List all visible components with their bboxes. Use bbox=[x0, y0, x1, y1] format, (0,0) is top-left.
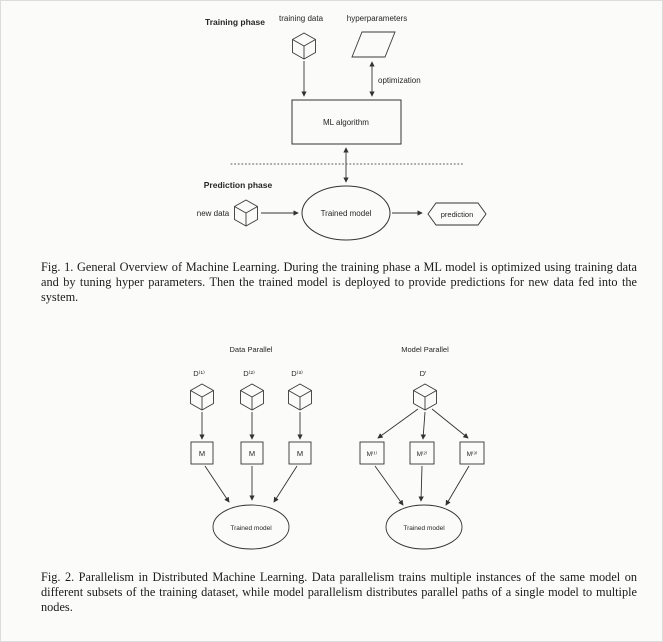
data-subset-1-cube-icon bbox=[191, 384, 214, 410]
trained-model-left-label: Trained model bbox=[230, 525, 272, 532]
model-parallel-label: Model Parallel bbox=[401, 345, 449, 354]
data-prime-label: D' bbox=[419, 369, 427, 378]
prediction-phase-label: Prediction phase bbox=[203, 180, 273, 190]
ml-algorithm-label: ML algorithm bbox=[323, 118, 369, 127]
arrow-replica1-to-trained bbox=[205, 466, 229, 502]
data-node-2-label: D⁽²⁾ bbox=[243, 369, 255, 378]
model-part-2-label: M⁽²⁾ bbox=[416, 451, 428, 458]
hyperparameters-label: hyperparameters bbox=[346, 14, 408, 23]
new-data-label: new data bbox=[196, 209, 230, 218]
arrow-data-to-part2 bbox=[423, 412, 425, 439]
trained-model-label: Trained model bbox=[320, 209, 372, 218]
prediction-label: prediction bbox=[440, 210, 474, 219]
data-node-1-label: D⁽¹⁾ bbox=[193, 369, 205, 378]
figure-2-caption: Fig. 2. Parallelism in Distributed Machine Learning. Data parallelism trains multiple instances of the same model on different subsets of the training dataset, while model parallelism distributes parallel paths of a single model to multiple nodes. bbox=[41, 570, 637, 614]
model-replica-2-label: M bbox=[248, 449, 256, 458]
data-node-3-label: D⁽³⁾ bbox=[291, 369, 303, 378]
figure-1-caption: Fig. 1. General Overview of Machine Learning. During the training phase a ML model is optimized using training data and by tuning hyper parameters. Then the trained model is deployed to provide predictions for new data fed into the system. bbox=[41, 260, 637, 304]
arrow-part2-to-trained bbox=[421, 466, 422, 501]
figure-1-diagram bbox=[1, 1, 663, 253]
training-data-label: training data bbox=[278, 14, 324, 23]
arrow-part3-to-trained bbox=[446, 466, 469, 505]
data-full-cube-icon bbox=[414, 384, 437, 410]
trained-model-right-label: Trained model bbox=[403, 525, 445, 532]
arrow-replica3-to-trained bbox=[274, 466, 297, 502]
arrow-data-to-part1 bbox=[378, 409, 418, 438]
data-subset-3-cube-icon bbox=[289, 384, 312, 410]
optimization-label: optimization bbox=[378, 76, 421, 85]
training-phase-label: Training phase bbox=[205, 17, 265, 27]
training-data-cube-icon bbox=[293, 33, 316, 59]
model-part-3-label: M⁽³⁾ bbox=[466, 451, 478, 458]
new-data-cube-icon bbox=[235, 200, 258, 226]
figure-2-diagram bbox=[1, 339, 663, 569]
data-parallel-label: Data Parallel bbox=[229, 345, 273, 354]
arrow-data-to-part3 bbox=[432, 409, 468, 438]
model-replica-3-label: M bbox=[296, 449, 304, 458]
model-part-1-label: M⁽¹⁾ bbox=[366, 451, 378, 458]
hyperparameters-shape bbox=[352, 32, 395, 57]
model-replica-1-label: M bbox=[198, 449, 206, 458]
data-subset-2-cube-icon bbox=[241, 384, 264, 410]
arrow-part1-to-trained bbox=[375, 466, 403, 505]
